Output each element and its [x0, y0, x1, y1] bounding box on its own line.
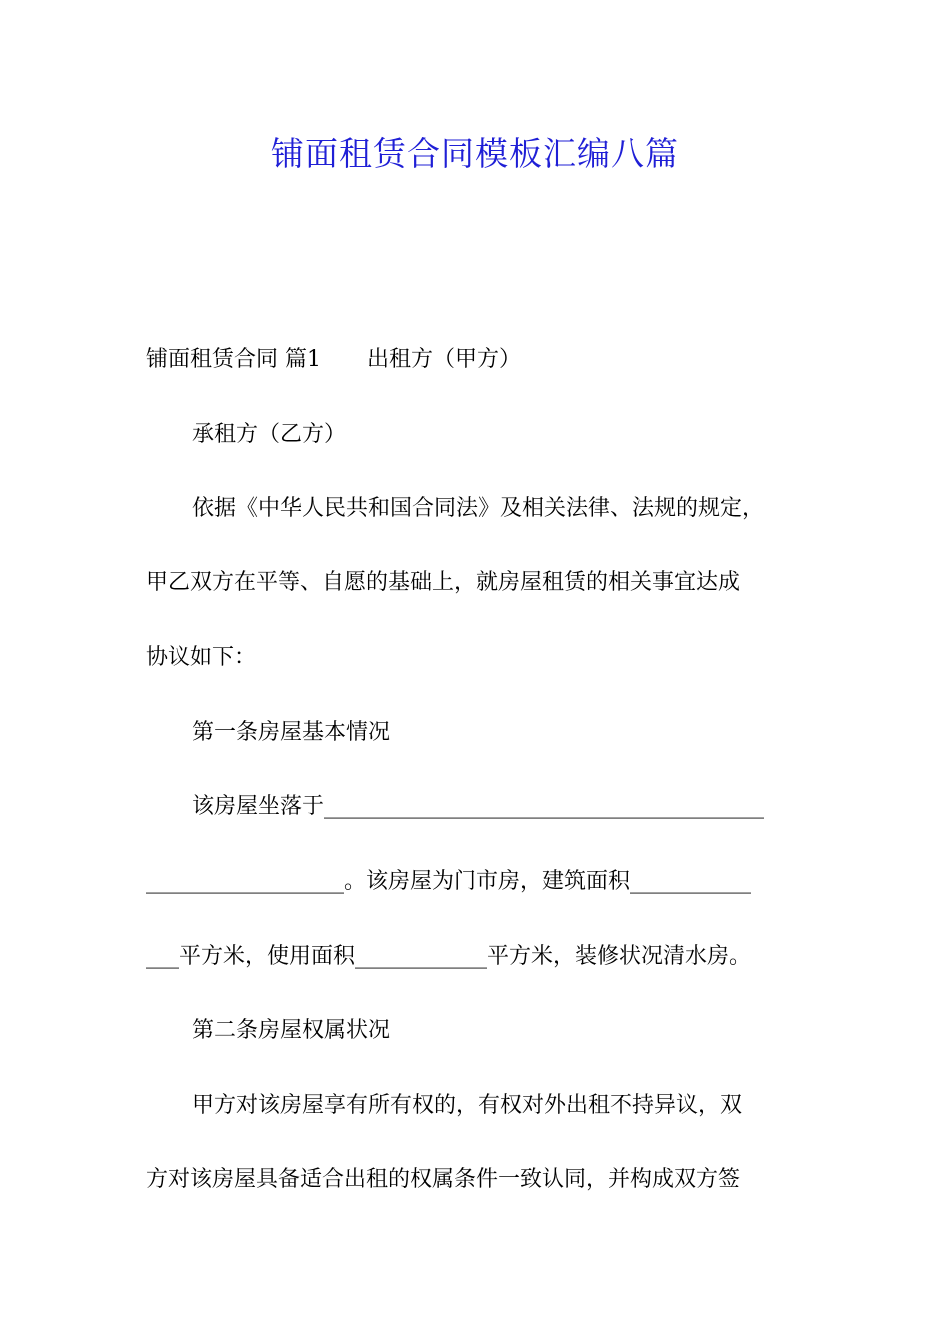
- paragraph-line: 甲乙双方在平等、自愿的基础上，就房屋租赁的相关事宜达成: [146, 570, 741, 595]
- paragraph-line: 甲方对该房屋享有所有权的，有权对外出租不持异议，双: [192, 1093, 743, 1118]
- section-heading-row: [146, 345, 826, 375]
- article-heading: 第一条房屋基本情况: [192, 720, 391, 745]
- paragraph-line: __________________。该房屋为门市房，建筑面积___________: [146, 869, 752, 894]
- paragraph-line: 协议如下：: [146, 645, 257, 670]
- section-heading-label: 铺面租赁合同 篇1: [146, 347, 321, 372]
- lessee-line: 承租方（乙方）: [192, 422, 347, 447]
- paragraph-line: 依据《中华人民共和国合同法》及相关法律、法规的规定，: [192, 496, 765, 521]
- paragraph-line: 方对该房屋具备适合出租的权属条件一致认同，并构成双方签: [146, 1167, 741, 1192]
- paragraph-line: ___平方米，使用面积____________平方米，装修状况清水房。: [146, 944, 752, 969]
- article-heading: 第二条房屋权属状况: [192, 1018, 391, 1043]
- document-title: 铺面租赁合同模板汇编八篇: [271, 134, 679, 173]
- lessor-line: 出租方（甲方）: [367, 347, 522, 372]
- paragraph-line: 该房屋坐落于________________________________________: [192, 794, 765, 819]
